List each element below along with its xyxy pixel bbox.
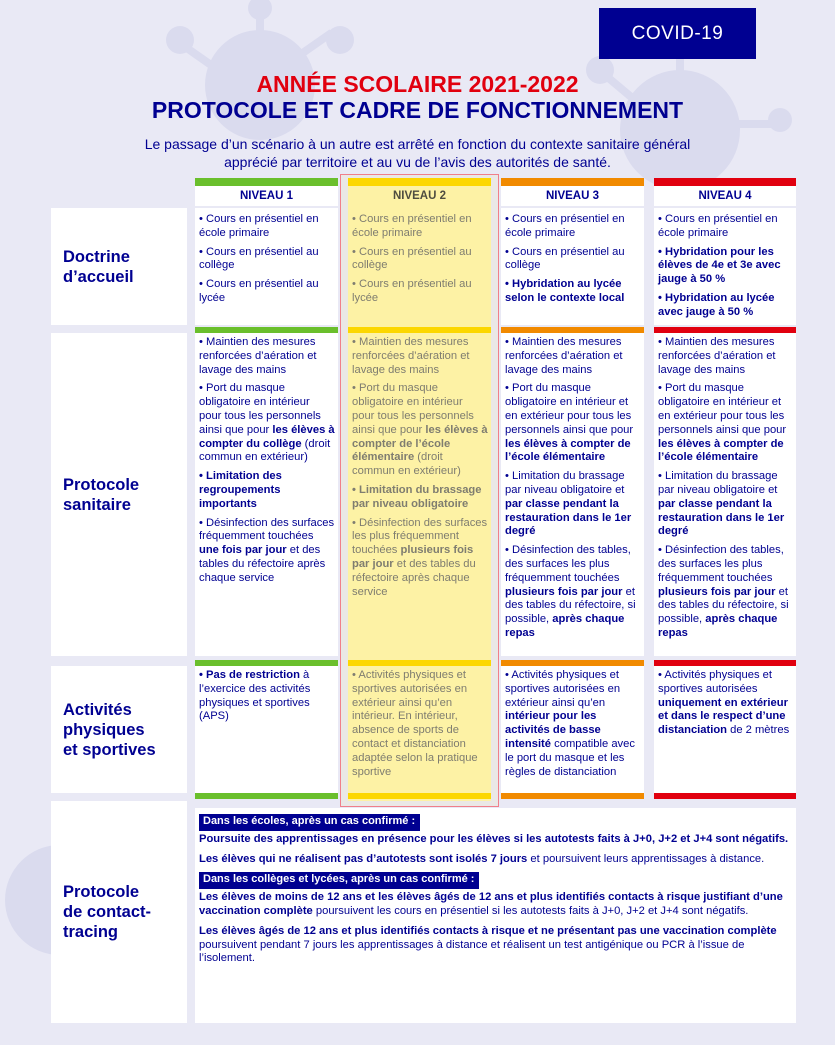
doctrine-niveau3: • Cours en présentiel en école primaire • Cours en présentiel au collège • Hybridation au lycée selon le contexte local <box>501 208 644 325</box>
contact-tracing-content: Dans les écoles, après un cas confirmé : Poursuite des apprentissages en présence pour les élèves si les autotests faits à J+0, J+2 et J+4 sont négatifs. Les élèves qui ne réalisent pas d’autotests sont isolés 7 jours et poursuivent leurs apprentissages à distance. Dans les collèges et lycées, après un cas confirmé : Les élèves de moins de 12 ans et les élèves âgés de 12 ans et plus identifiés contacts à risque justifiant d’une vaccination complète poursuivent les cours en présentiel si les autotests faits à J+0, J+2 et J+4 sont négatifs. Les élèves âgés de 12 ans et plus identifiés contacts à risque et ne présentant pas une vaccination complète poursuivent pendant 7 jours les apprentissages à distance et réalisent un test antigénique ou PCR à l’issue de l’isolement. <box>195 808 796 1023</box>
level-header-3: NIVEAU 3 <box>501 178 644 206</box>
row-header-sanitaire: Protocole sanitaire <box>51 333 187 656</box>
aps-niveau1: • Pas de restriction à l’exercice des activités physiques et sportives (APS) <box>195 660 338 793</box>
sanitaire-niveau1: • Maintien des mesures renforcées d’aération et lavage des mains • Port du masque obligatoire en intérieur pour tous les personnels ainsi que pour les élèves à compter du collège (droit commun en extérieur) • Limitation des regroupements importants • Désinfection des surfaces fréquemment touchées une fois par jour et des tables du réfectoire après chaque service <box>195 327 338 656</box>
doctrine-niveau1: • Cours en présentiel en école primaire • Cours en présentiel au collège • Cours en présentiel au lycée <box>195 208 338 325</box>
aps-bottom-strip-4 <box>654 793 796 799</box>
sanitaire-niveau2: • Maintien des mesures renforcées d’aération et lavage des mains • Port du masque obligatoire en intérieur pour tous les personnels ainsi que pour les élèves à compter de l’école élémentaire (droit commun en extérieur) • Limitation du brassage par niveau obligatoire • Désinfection des surfaces les plus fréquemment touchées plusieurs fois par jour et des tables du réfectoire après chaque service <box>348 327 491 656</box>
sanitaire-niveau3: • Maintien des mesures renforcées d’aération et lavage des mains • Port du masque obligatoire en intérieur et en extérieur pour tous les personnels ainsi que pour les élèves à compter de l’école élémentaire • Limitation du brassage par niveau obligatoire et par classe pendant la restauration dans le 1er degré • Désinfection des tables, des surfaces les plus fréquemment touchées plusieurs fois par jour et des tables du réfectoire, si possible, après chaque repas <box>501 327 644 656</box>
level-header-1: NIVEAU 1 <box>195 178 338 206</box>
aps-niveau2: • Activités physiques et sportives autorisées en extérieur ainsi qu’en intérieur. En intérieur, absence de sports de contact et distanciation adaptée selon la pratique sportive <box>348 660 491 793</box>
level-header-2: NIVEAU 2 <box>348 178 491 206</box>
doctrine-niveau4: • Cours en présentiel en école primaire • Hybridation pour les élèves de 4e et 3e avec jauge à 50 % • Hybridation au lycée avec jauge à 50 % <box>654 208 796 325</box>
aps-bottom-strip-1 <box>195 793 338 799</box>
row-header-doctrine: Doctrine d’accueil <box>51 208 187 325</box>
row-header-aps: Activités physiques et sportives <box>51 666 187 793</box>
ecoles-tag: Dans les écoles, après un cas confirmé : <box>199 814 420 831</box>
aps-bottom-strip-3 <box>501 793 644 799</box>
doctrine-niveau2: • Cours en présentiel en école primaire • Cours en présentiel au collège • Cours en présentiel au lycée <box>348 208 491 325</box>
page-title: ANNÉE SCOLAIRE 2021-2022 <box>256 71 579 97</box>
page-subtitle: PROTOCOLE ET CADRE DE FONCTIONNEMENT <box>151 97 684 123</box>
colleges-lycees-tag: Dans les collèges et lycées, après un cas confirmé : <box>199 872 479 889</box>
aps-bottom-strip-2 <box>348 793 491 799</box>
sanitaire-niveau4: • Maintien des mesures renforcées d’aération et lavage des mains • Port du masque obligatoire en intérieur et en extérieur pour tous les personnels ainsi que pour les élèves à compter de l’école élémentaire • Limitation du brassage par niveau obligatoire et par classe pendant la restauration dans le 1er degré • Désinfection des tables, des surfaces les plus fréquemment touchées plusieurs fois par jour et des tables du réfectoire, si possible, après chaque repas <box>654 327 796 656</box>
aps-niveau3: • Activités physiques et sportives autorisées en extérieur ainsi qu’en intérieur pour les activités de basse intensité compatible avec le port du masque et les règles de distanciation <box>501 660 644 793</box>
aps-niveau4: • Activités physiques et sportives autorisées uniquement en extérieur et dans le respect d’une distanciation de 2 mètres <box>654 660 796 793</box>
intro-text: Le passage d’un scénario à un autre est arrêté en fonction du contexte sanitaire général apprécié par territoire et au vu de l’avis des autorités de santé. <box>144 136 691 170</box>
row-header-contact-tracing: Protocole de contact- tracing <box>51 801 187 1023</box>
level-header-4: NIVEAU 4 <box>654 178 796 206</box>
covid-badge: COVID-19 <box>599 8 756 59</box>
